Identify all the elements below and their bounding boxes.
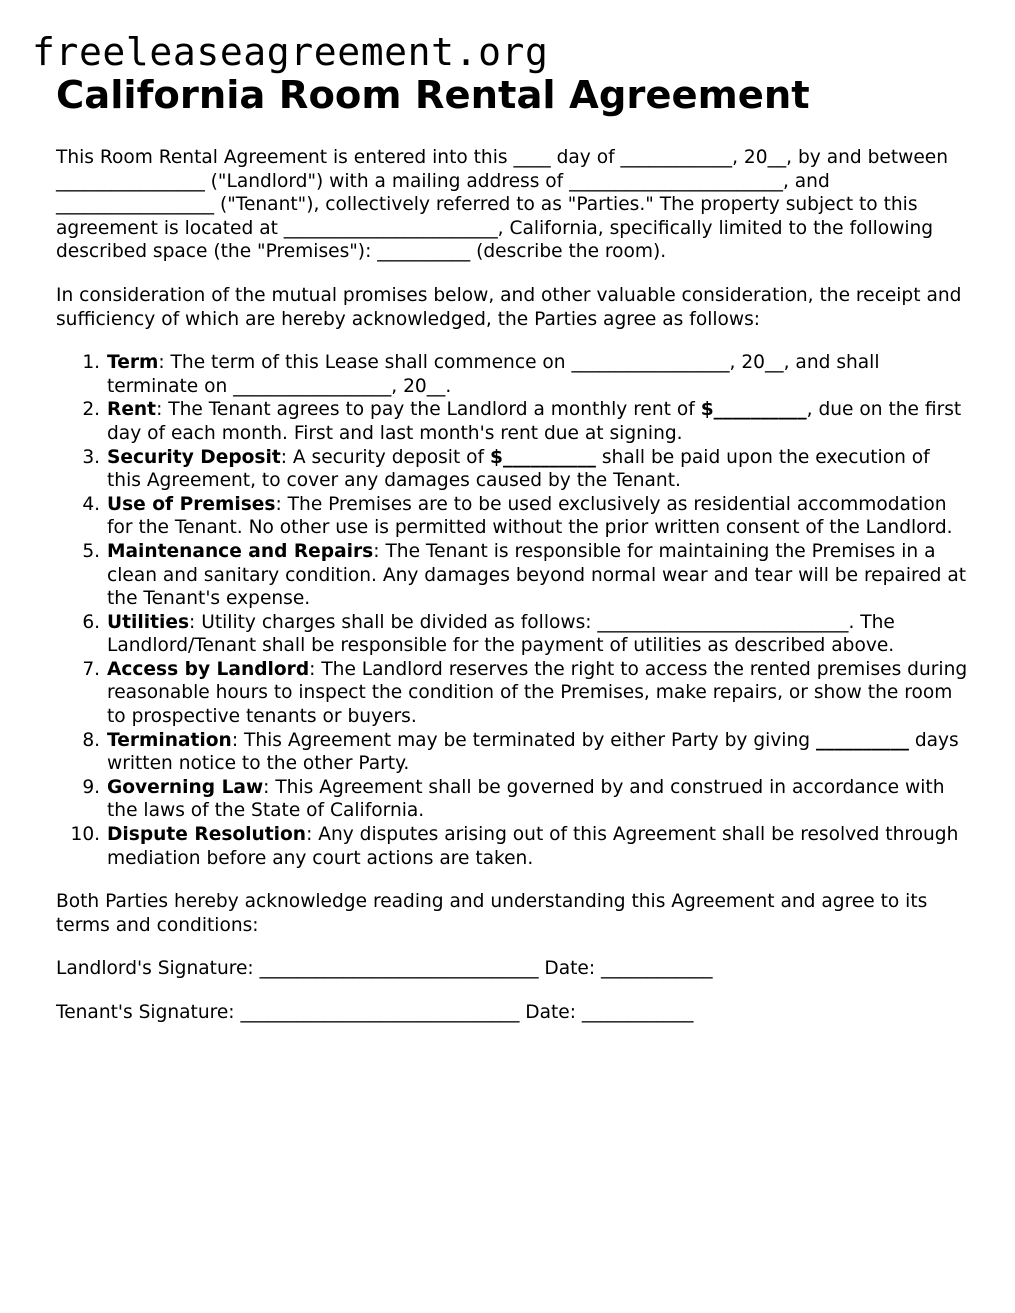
clause-access	[106, 658, 968, 729]
clause-text: : The Tenant is responsible for maintaining the Premises in a clean and sanitary condition. Any damages beyond normal wear and tear will be repaired at the Tenant's expense.	[107, 540, 967, 610]
clause-heading: Governing Law	[107, 776, 264, 798]
clause-heading: Rent	[107, 399, 157, 421]
acknowledgment-paragraph: Both Parties hereby acknowledge reading and understanding this Agreement and agree to its terms and conditions:	[56, 891, 928, 936]
notice-days-blank: __________	[815, 729, 909, 751]
clause-heading: Utilities	[107, 611, 190, 633]
clause-text-after: , due on the first day of each month. First and last month's rent due at signing.	[107, 399, 962, 444]
clause-text: : Any disputes arising out of this Agreement shall be resolved through mediation before any court actions are taken.	[107, 824, 959, 869]
deposit-amount-blank: $__________	[490, 446, 596, 468]
clause-list	[56, 351, 968, 870]
clause-text: : A security deposit of	[280, 446, 491, 468]
clause-text: : This Agreement shall be governed by and construed in accordance with the laws of the State of California.	[107, 776, 945, 822]
clause-text: : This Agreement may be terminated by either Party by giving	[231, 729, 816, 751]
clause-heading: Access by Landlord	[107, 658, 310, 680]
rent-amount-blank: $__________	[700, 399, 807, 421]
tenant-signature-line: Tenant's Signature: ______________________________ Date: ____________	[56, 1002, 694, 1023]
clause-use-of-premises	[106, 493, 968, 540]
clause-maintenance	[106, 540, 968, 611]
clause-text-after: shall be paid upon the execution of this Agreement, to cover any damages caused by the Tenant.	[107, 446, 930, 492]
clause-utilities	[106, 611, 968, 658]
clause-text: : The Tenant agrees to pay the Landlord a monthly rent of	[156, 399, 701, 421]
page-title: California Room Rental Agreement	[56, 73, 810, 118]
site-watermark: freeleaseagreement.org	[32, 30, 549, 74]
clause-termination	[106, 729, 968, 776]
clause-heading: Term	[107, 352, 159, 374]
clause-term	[106, 351, 968, 398]
clause-text: : The term of this Lease shall commence on _________________, 20__, and shall terminate on _________________, 20__.	[107, 352, 880, 397]
consideration-paragraph: In consideration of the mutual promises below, and other valuable consideration, the receipt and sufficiency of which are hereby acknowledged, the Parties agree as follows:	[56, 284, 962, 330]
clause-heading: Maintenance and Repairs	[107, 540, 374, 562]
clause-text: : Utility charges shall be divided as follows: ___________________________. The Landlord/Tenant shall be responsible for the payment of utilities as described above.	[107, 611, 895, 657]
clause-heading: Dispute Resolution	[107, 824, 307, 846]
clause-governing-law	[106, 776, 968, 823]
clause-heading: Termination	[107, 729, 232, 751]
landlord-signature-line: Landlord's Signature: ______________________________ Date: ____________	[56, 958, 713, 980]
clause-heading: Use of Premises	[107, 493, 276, 515]
clause-text: : The Landlord reserves the right to access the rented premises during reasonable hours to inspect the condition of the Premises, make repairs, or show the room to prospective tenants or buyers.	[107, 658, 968, 728]
clause-text-after: days written notice to the other Party.	[107, 729, 959, 775]
clause-rent	[106, 398, 968, 445]
agreement-document	[56, 72, 968, 1045]
clause-security-deposit	[106, 446, 968, 493]
clause-text: : The Premises are to be used exclusively as residential accommodation for the Tenant. No other use is permitted without the prior written consent of the Landlord.	[107, 493, 953, 539]
clause-heading: Security Deposit	[107, 446, 281, 468]
intro-paragraph: This Room Rental Agreement is entered into this ____ day of ____________, 20__, by and between ________________ ("Landlord") with a mailing address of _______________________, and _________________ ("Tenant"), collectively referred to as "Parties." The property subject to this agreement is located at _______________________, California, specifically limited to the following described space (the "Premises"): __________ (describe the room).	[56, 147, 948, 263]
clause-dispute-resolution	[106, 823, 968, 870]
